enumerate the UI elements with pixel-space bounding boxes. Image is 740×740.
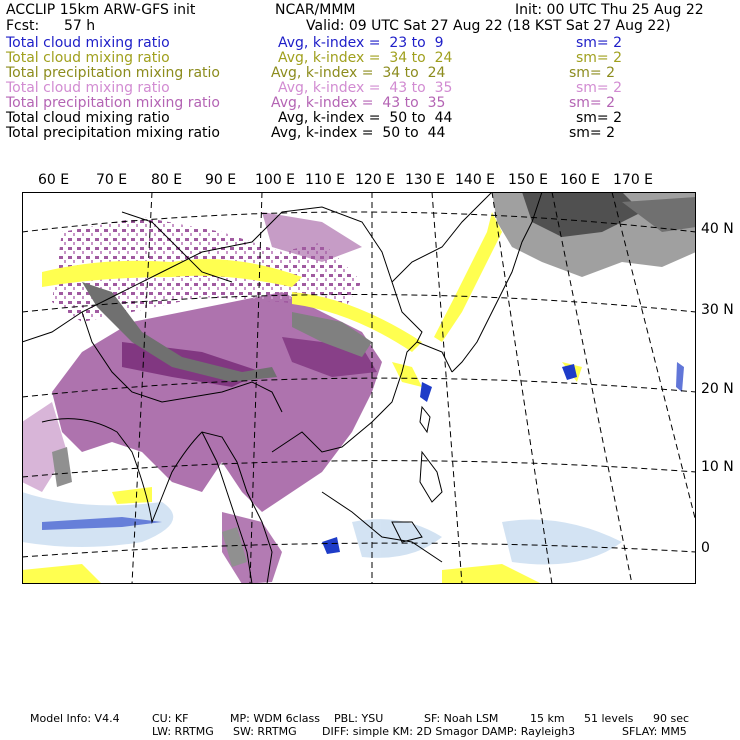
field-name: Total cloud mixing ratio <box>6 50 170 66</box>
field-name: Total cloud mixing ratio <box>6 35 170 51</box>
model-info-item: 15 km <box>530 712 565 725</box>
longitude-label: 140 E <box>455 172 496 188</box>
field-name: Total cloud mixing ratio <box>6 80 170 96</box>
model-info-item: SFLAY: MM5 <box>622 725 687 738</box>
field-sm: sm= 2 <box>576 110 623 126</box>
field-sm: sm= 2 <box>576 80 623 96</box>
field-name: Total precipitation mixing ratio <box>6 125 220 141</box>
model-info-item: SW: RRTMG <box>233 725 297 738</box>
longitude-label: 90 E <box>205 172 237 188</box>
field-name: Total cloud mixing ratio <box>6 110 170 126</box>
field-avg: Avg, k-index = 43 to 35 <box>278 80 453 96</box>
longitude-label: 130 E <box>405 172 446 188</box>
longitude-label: 80 E <box>151 172 183 188</box>
field-sm: sm= 2 <box>569 65 616 81</box>
model-info-item: Model Info: V4.4 <box>30 712 120 725</box>
longitude-label: 100 E <box>255 172 296 188</box>
field-sm: sm= 2 <box>569 125 616 141</box>
field-sm: sm= 2 <box>576 35 623 51</box>
model-info-item: CU: KF <box>152 712 189 725</box>
field-avg: Avg, k-index = 43 to 35 <box>271 95 446 111</box>
field-avg: Avg, k-index = 34 to 24 <box>278 50 453 66</box>
field-avg: Avg, k-index = 23 to 9 <box>278 35 444 51</box>
map-panel <box>22 192 696 584</box>
field-sm: sm= 2 <box>576 50 623 66</box>
model-info-item: 90 sec <box>653 712 690 725</box>
longitude-label: 160 E <box>560 172 601 188</box>
center-label: NCAR/MMM <box>275 2 356 18</box>
field-avg: Avg, k-index = 34 to 24 <box>271 65 446 81</box>
latitude-label: 0 <box>701 540 710 556</box>
model-info-item: SF: Noah LSM <box>424 712 499 725</box>
longitude-label: 120 E <box>355 172 396 188</box>
field-name: Total precipitation mixing ratio <box>6 95 220 111</box>
model-info-item: 51 levels <box>584 712 634 725</box>
longitude-label: 70 E <box>96 172 128 188</box>
longitude-label: 150 E <box>508 172 549 188</box>
latitude-label: 40 N <box>701 221 734 237</box>
field-name: Total precipitation mixing ratio <box>6 65 220 81</box>
latitude-label: 20 N <box>701 381 734 397</box>
forecast-hour: 57 h <box>64 18 96 34</box>
longitude-label: 60 E <box>38 172 70 188</box>
field-avg: Avg, k-index = 50 to 44 <box>271 125 446 141</box>
longitude-label: 110 E <box>305 172 346 188</box>
plot-title: ACCLIP 15km ARW-GFS init <box>6 2 196 18</box>
latitude-label: 10 N <box>701 459 734 475</box>
valid-time: Valid: 09 UTC Sat 27 Aug 22 (18 KST Sat 27 Aug 22) <box>306 18 671 34</box>
model-info-item: PBL: YSU <box>334 712 384 725</box>
init-time: Init: 00 UTC Thu 25 Aug 22 <box>515 2 704 18</box>
model-info-item: MP: WDM 6class <box>230 712 320 725</box>
field-avg: Avg, k-index = 50 to 44 <box>278 110 453 126</box>
forecast-label: Fcst: <box>6 18 40 34</box>
latitude-label: 30 N <box>701 302 734 318</box>
model-info-item: DIFF: simple KM: 2D Smagor DAMP: Rayleigh3 <box>322 725 576 738</box>
model-info-item: LW: RRTMG <box>152 725 214 738</box>
longitude-label: 170 E <box>613 172 654 188</box>
field-sm: sm= 2 <box>569 95 616 111</box>
